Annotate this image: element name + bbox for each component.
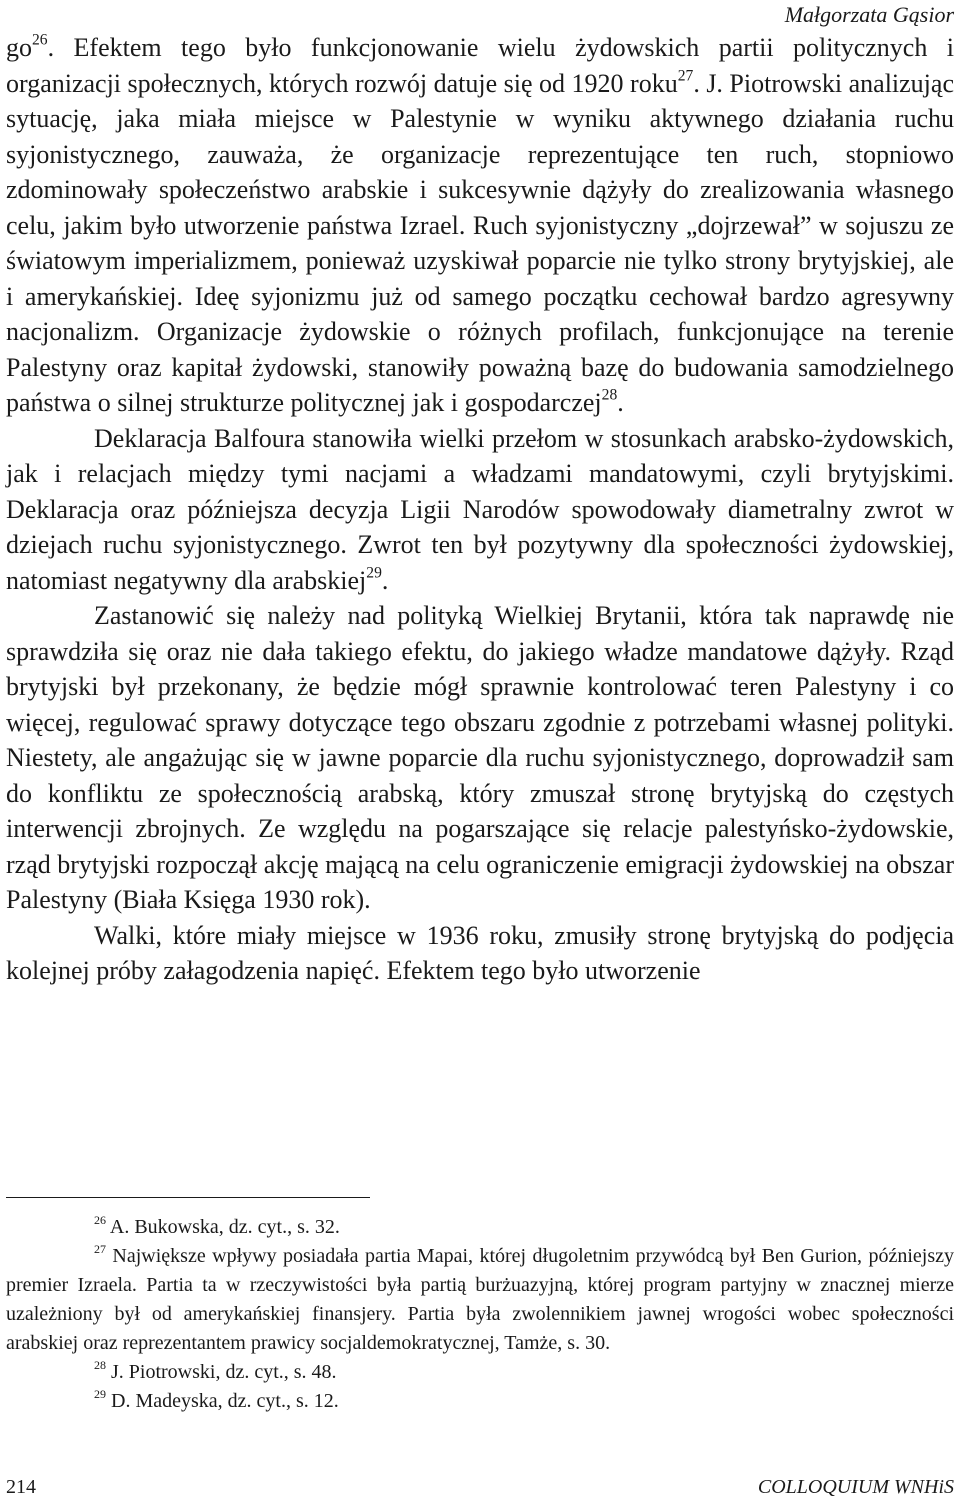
paragraph: [6, 421, 954, 599]
footnote-ref: 29: [366, 563, 382, 581]
paragraph: [6, 30, 954, 421]
footnote-text: D. Madeyska, dz. cyt., s. 12.: [106, 1390, 339, 1412]
body-text: [6, 30, 954, 989]
text-run: . J. Piotrowski analizując sytuację, jaka miała miejsce w Palestynie w wyniku aktywnego działania ruchu syjonistycznego, zauważa, że organizacje reprezentujące ten ruch, stopniowo zdominowały społeczeństwo arabskie i sukcesywnie dążyły do zrealizowania własnego celu, jakim było utworzenie państwa Izrael. Ruch syjonistyczny „dojrzewał” w sojuszu ze światowym imperializmem, ponieważ uzyskiwał poparcie nie tylko strony brytyjskiej, ale i amerykańskiej. Ideę syjonizmu już od samego początku cechował bardzo agresywny nacjonalizm. Organizacje żydowskie o różnych profilach, funkcjonujące na terenie Palestyny oraz kapitał żydowski, stanowiły poważną bazę do budowania samodzielnego państwa o silnej strukturze politycznej jak i gospodarczej: [6, 68, 954, 417]
text-run: Deklaracja Balfoura stanowiła wielki przełom w stosunkach arabsko-żydowskich, jak i relacjach między tymi nacjami a władzami mandatowymi, czyli brytyjskimi. Deklaracja oraz późniejsza decyzja Ligii Narodów spowodowały diametralny zwrot w dziejach ruchu syjonistycznego. Zwrot ten był pozytywny dla społeczności żydowskiej, natomiast negatywny dla arabskiej: [6, 423, 954, 595]
footnote-number: 26: [94, 1213, 106, 1227]
running-header-author: Małgorzata Gąsior: [784, 2, 954, 27]
footnote: [6, 1242, 954, 1358]
footnote-number: 29: [94, 1387, 106, 1401]
footnote: [6, 1213, 954, 1242]
footnote-separator: [6, 1197, 370, 1198]
footnote-ref: 27: [677, 66, 694, 84]
text-run: .: [617, 388, 624, 417]
page-number: 214: [6, 1476, 36, 1498]
footnote: [6, 1387, 954, 1416]
text-run: . Efektem tego było funkcjonowanie wielu żydowskich partii politycznych i organizacji społecznych, których rozwój datuje się od 1920 roku: [6, 33, 954, 98]
footnote-number: 27: [94, 1242, 106, 1256]
footnote-text: Największe wpływy posiadała partia Mapai, której długoletnim przywódcą był Ben Gurion, późniejszy premier Izraela. Partia ta w rzeczywistości była partią burżuazyjną, której program partyjny w znacznej mierze uzależniony był od amerykańskiej finansjery. Partia była zwolennikiem jawnej wrogości wobec społeczności arabskiej oraz reprezentantem prawicy socjaldemokratycznej, Tamże, s. 30.: [6, 1245, 954, 1354]
paragraph: [6, 918, 954, 989]
footnote-text: A. Bukowska, dz. cyt., s. 32.: [106, 1216, 340, 1238]
text-run: Walki, które miały miejsce w 1936 roku, zmusiły stronę brytyjską do podjęcia kolejnej próby załagodzenia napięć. Efektem tego było utworzenie: [6, 920, 954, 985]
text-run: .: [381, 565, 389, 595]
footnote-text: J. Piotrowski, dz. cyt., s. 48.: [106, 1361, 337, 1383]
journal-name: COLLOQUIUM WNHiS: [757, 1476, 954, 1498]
footnote-ref: 26: [32, 31, 48, 49]
text-run: go: [6, 33, 32, 62]
footnote-ref: 28: [601, 386, 618, 404]
paragraph: [6, 598, 954, 918]
footnotes: [6, 1213, 954, 1416]
footnote-number: 28: [94, 1358, 106, 1372]
text-run: Zastanowić się należy nad polityką Wielkiej Brytanii, która tak naprawdę nie sprawdziła się oraz nie dała takiego efektu, do jakiego władze mandatowe dążyły. Rząd brytyjski był przekonany, że będzie mógł sprawnie kontrolować teren Palestyny i co więcej, regulować sprawy dotyczące tego obszaru zgodnie z potrzebami własnej polityki. Niestety, ale angażując się w jawne poparcie dla ruchu syjonistycznego, doprowadził sam do konfliktu ze społecznością arabską, który zmuszał stronę brytyjską do częstych interwencji zbrojnych. Ze względu na pogarszające się relacje palestyńsko-żydowskie, rząd brytyjski rozpoczął akcję mającą na celu ograniczenie emigracji żydowskiej na obszar Palestyny (Biała Księga 1930 rok).: [6, 601, 954, 914]
footnote: [6, 1358, 954, 1387]
